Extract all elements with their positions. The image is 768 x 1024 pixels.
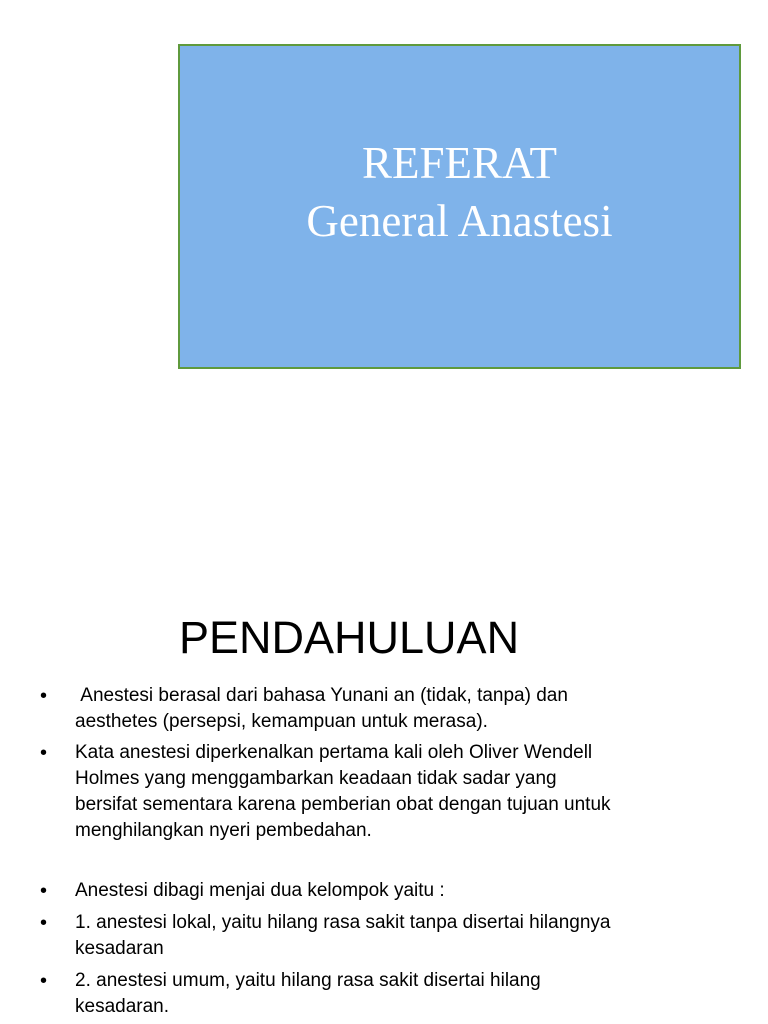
title-line-topic: General Anastesi bbox=[306, 196, 613, 246]
bullet-text: Anestesi dibagi menjai dua kelompok yaitu : bbox=[75, 880, 445, 901]
bullet-dot-icon: • bbox=[40, 880, 48, 902]
bullet-text: Anestesi berasal dari bahasa Yunani an (tidak, tanpa) dan aesthetes (persepsi, kemampuan untuk merasa). bbox=[75, 685, 568, 732]
bullet-dot-icon: • bbox=[40, 742, 48, 764]
bullet-text: 1. anestesi lokal, yaitu hilang rasa sakit tanpa disertai hilangnya kesadaran bbox=[75, 912, 611, 959]
bullet-dot-icon: • bbox=[40, 912, 48, 934]
bullet-dot-icon: • bbox=[40, 685, 48, 707]
bullet-text: Kata anestesi diperkenalkan pertama kali oleh Oliver Wendell Holmes yang menggambarkan keadaan tidak sadar yang bersifat sementara karena pemberian obat dengan tujuan untuk menghilangkan nyeri pembedahan. bbox=[75, 742, 611, 841]
section-heading: PENDAHULUAN bbox=[179, 612, 520, 663]
title-line-referat: REFERAT bbox=[361, 138, 558, 188]
title-slide-box bbox=[178, 44, 741, 369]
bullet-dot-icon: • bbox=[40, 970, 48, 992]
bullet-text: 2. anestesi umum, yaitu hilang rasa sakit disertai hilang kesadaran. bbox=[75, 970, 541, 1017]
